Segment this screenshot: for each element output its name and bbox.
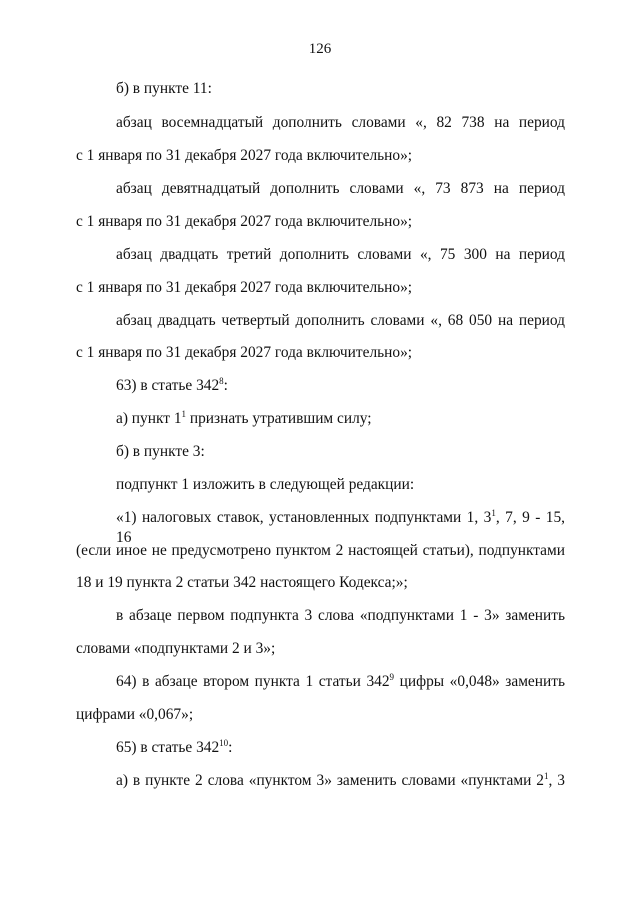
text-line: «1) налоговых ставок, установленных подпунктами 1, $3^1$, 7, 9 - 15, 16 [116, 508, 565, 546]
text-line: 65) в статье $342^{10}$: [116, 738, 233, 756]
text-line: подпункт 1 изложить в следующей редакции: [116, 476, 415, 493]
superscript: 9 [389, 672, 395, 682]
text-line: а) в пункте 2 слова «пунктом 3» заменить словами «пунктами $2^1$, 3 [116, 771, 565, 789]
text-line: 63) в статье $342^8$: [116, 376, 228, 394]
text-line: 64) в абзаце втором пункта 1 статьи $342^9$ цифры «0,048» заменить [116, 672, 565, 690]
text-line: в абзаце первом подпункта 3 слова «подпунктами 1 - 3» заменить [116, 607, 565, 624]
superscript: 8 [219, 376, 224, 386]
text-line: абзац двадцать четвертый дополнить словами «, 68 050 на период [116, 312, 565, 329]
text-line: б) в пункте 11: [116, 80, 212, 97]
text-line: а) пункт $1^1$ признать утратившим силу; [116, 409, 372, 427]
superscript: 1 [491, 508, 496, 518]
text-line: абзац девятнадцатый дополнить словами «, 73 873 на период [116, 180, 565, 197]
text-line: цифрами «0,067»; [76, 706, 194, 723]
text-line: абзац восемнадцатый дополнить словами «, 82 738 на период [116, 114, 565, 131]
text-line: б) в пункте 3: [116, 443, 205, 460]
text-line: с 1 января по 31 декабря 2027 года включительно»; [76, 147, 413, 164]
text-line: словами «подпунктами 2 и 3»; [76, 640, 276, 657]
text-line: (если иное не предусмотрено пунктом 2 настоящей статьи), подпунктами [76, 542, 565, 559]
page-number: 126 [308, 41, 332, 57]
text-line: с 1 января по 31 декабря 2027 года включительно»; [76, 279, 413, 296]
text-line: 18 и 19 пункта 2 статьи 342 настоящего Кодекса;»; [76, 574, 408, 591]
text-line: абзац двадцать третий дополнить словами «, 75 300 на период [116, 246, 565, 263]
superscript: 1 [181, 409, 187, 419]
superscript: 1 [544, 771, 549, 781]
superscript: 10 [219, 738, 229, 748]
text-line: с 1 января по 31 декабря 2027 года включительно»; [76, 213, 413, 230]
text-line: с 1 января по 31 декабря 2027 года включительно»; [76, 344, 413, 361]
